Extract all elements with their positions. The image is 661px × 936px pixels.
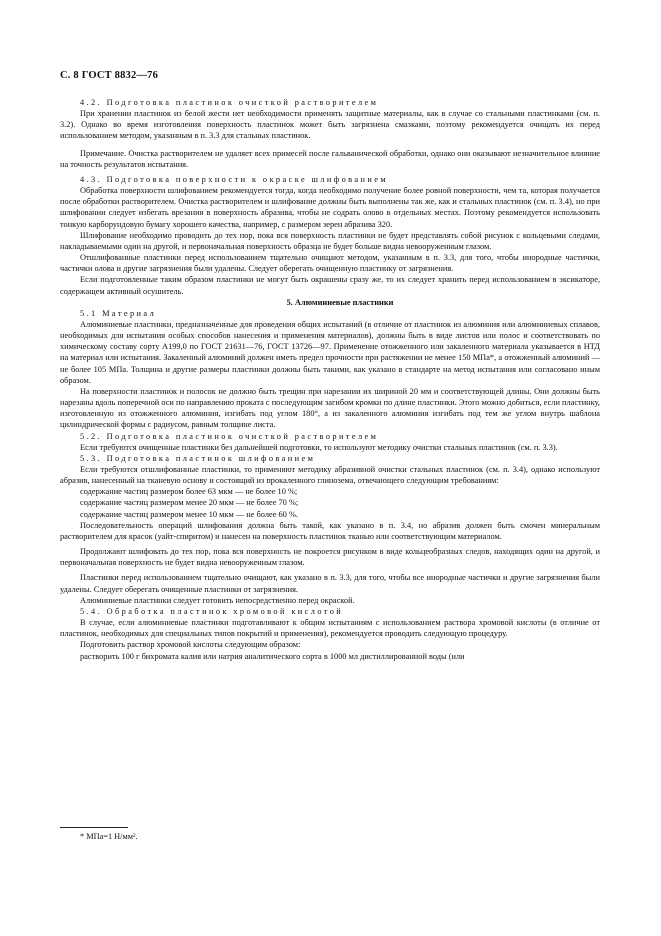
note-paragraph: Примечание. Очистка растворителем не удаляет всех примесей после гальванической обработки, однако они оказывают незначительное влияние на точность результатов испытания. bbox=[60, 148, 600, 169]
subsection-heading-5-3: 5.3. Подготовка пластинок шлифованием bbox=[80, 453, 316, 463]
list-item: содержание частиц размером менее 10 мкм — не более 60 %. bbox=[80, 509, 298, 519]
paragraph: Обработка поверхности шлифованием рекомендуется тогда, когда необходимо получение более ровной поверхности, чем та, которая получается после обработки растворителем. Очистка растворителем и шлифование должны быть выполнены так же, как и стальных пластинок (см. п. 3.4), но при шлифовании следует избегать врезания в поверхность абразива, чтобы не содрать олово в отдельных местах. Поэтому рекомендуется использовать тонкую карборундовую бумагу хорошего качества, например, с размером зерен абразива 320. bbox=[60, 186, 600, 229]
subsection-heading-5-2: 5.2. Подготовка пластинок очисткой растворителем bbox=[80, 431, 379, 441]
subsection-heading-5-4: 5.4. Обработка пластинок хромовой кислотой bbox=[80, 606, 344, 616]
paragraph: растворить 100 г бихромата калия или натрия аналитического сорта в 1000 мл дистиллированной воды (или bbox=[80, 651, 465, 661]
paragraph: Продолжают шлифовать до тех пор, пока вся поверхность не покроется рисунком в виде кольцеобразных следов, находящих один на другой, и первоначальная поверхность не будет видна невооруженным глазом. bbox=[60, 547, 600, 568]
paragraph: Если требуются очищенные пластинки без дальнейшей подготовки, то используют методику очистки стальных пластинок (см. п. 3.3). bbox=[80, 442, 558, 452]
paragraph: Если подготовленные таким образом пластинки не могут быть окрашены сразу же, то их следует хранить перед использованием в эксикаторе, содержащем активный осушитель. bbox=[60, 275, 600, 296]
footnote-divider bbox=[60, 827, 128, 828]
paragraph: Алюминиевые пластинки, предназначенные для проведения общих испытаний (в отличие от пластинок из алюминия или алюминиевых сплавов, необходимых для испытания особых способов нанесения и применения материалов), должны быть в виде листов или полос и соответствовать по химическому составу сорту А199,0 по ГОСТ 21631—76, ГОСТ 13726—97. Применение отожженного или закаленного материала указывается в НТД на материал или испытания. Закаленный алюминий должен иметь предел прочности при растяжении не менее 150 МПа*, а отожженный алюминий — не более 105 МПа. Толщина и другие размеры пластинки должны быть такими, как указано в стандарте на метод испытания или согласовано иным образом. bbox=[60, 319, 600, 385]
paragraph: При хранении пластинок из белой жести нет необходимости применять защитные материалы, как в случае со стальными пластинками (см. п. 3.2). Однако во время изготовления поверхность пластинок может быть загрязнена смазками, поэтому рекомендуется очищать их перед использованием методом, указанным в п. 3.3 для стальных пластинок. bbox=[60, 109, 600, 141]
subsection-heading-5-1: 5.1 Материал bbox=[80, 308, 157, 318]
list-item: содержание частиц размером более 63 мкм — не более 10 %; bbox=[80, 487, 298, 497]
subsection-heading-4-2: 4.2. Подготовка пластинок очисткой растворителем bbox=[80, 98, 379, 107]
paragraph: На поверхности пластинок и полосок не должно быть трещин при нарезании их шириной 20 мм и соответствующей длины. Они должны быть нарезаны вдоль поперечной оси по направлению проката с последующим загибом кромки по длине пластинки. Этого можно добиться, если пластинку, изготовленную из отожженного алюминия, изгибать под углом 180°, а из закаленного алюминия изгибать под тем же углом внутрь шаблона цилиндрической формы с радиусом, равным толщине листа. bbox=[60, 386, 600, 430]
section-title-5: 5. Алюминиевые пластинки bbox=[286, 297, 394, 307]
paragraph: Алюминиевые пластинки следует готовить непосредственно перед окраской. bbox=[80, 595, 355, 605]
paragraph: Пластинки перед использованием тщательно очищают, как указано в п. 3.3, для того, чтобы все инородные частички и другие загрязнения были удалены. Следует оберегать очищенные пластинки от загрязнения. bbox=[60, 573, 600, 594]
paragraph: Подготовить раствор хромовой кислоты следующим образом: bbox=[80, 640, 301, 650]
subsection-heading-4-3: 4.3. Подготовка поверхности к окраске шлифованием bbox=[80, 174, 389, 184]
list-item: содержание частиц размером менее 20 мкм — не более 70 %; bbox=[80, 498, 299, 508]
paragraph: Отшлифованные пластинки перед использованием тщательно очищают методом, указанным в п. 3.3, для того, чтобы инородные частички, частички олова и другие загрязнения были удалены. Следует оберегать очищенную пластинку от загрязнения. bbox=[60, 253, 600, 274]
footnote: * МПа=1 Н/мм². bbox=[80, 832, 138, 841]
page-header: С. 8 ГОСТ 8832—76 bbox=[60, 70, 159, 81]
page-content bbox=[60, 97, 600, 662]
paragraph: Шлифование необходимо проводить до тех пор, пока вся поверхность пластинки не будет представлять собой рисунок с кольцевыми следами, накладываемыми один на другой, и первоначальная поверхность образца не будет больше видна невооруженным глазом. bbox=[60, 230, 600, 251]
paragraph: Если требуются отшлифованные пластинки, то применяют методику абразивной очистки стальных пластинок (см. п. 3.4), однако используют абразив, нанесенный на тканевую основу и состоящий из прокаленного глинозема, отвечающего следующим требованиям: bbox=[60, 465, 600, 486]
paragraph: Последовательность операций шлифования должна быть такой, как указано в п. 3.4, но абразив должен быть смочен минеральным растворителем для красок (уайт-спиритом) и нанесен на поверхность пластинок тканью или соответствующим материалом. bbox=[60, 520, 600, 541]
paragraph: В случае, если алюминиевые пластинки подготавливают к общим испытаниям с использованием раствора хромовой кислоты (в отличие от пластинок, необходимых для специальных типов покрытий и применения), рекомендуется проводить следующую процедуру. bbox=[60, 618, 600, 639]
